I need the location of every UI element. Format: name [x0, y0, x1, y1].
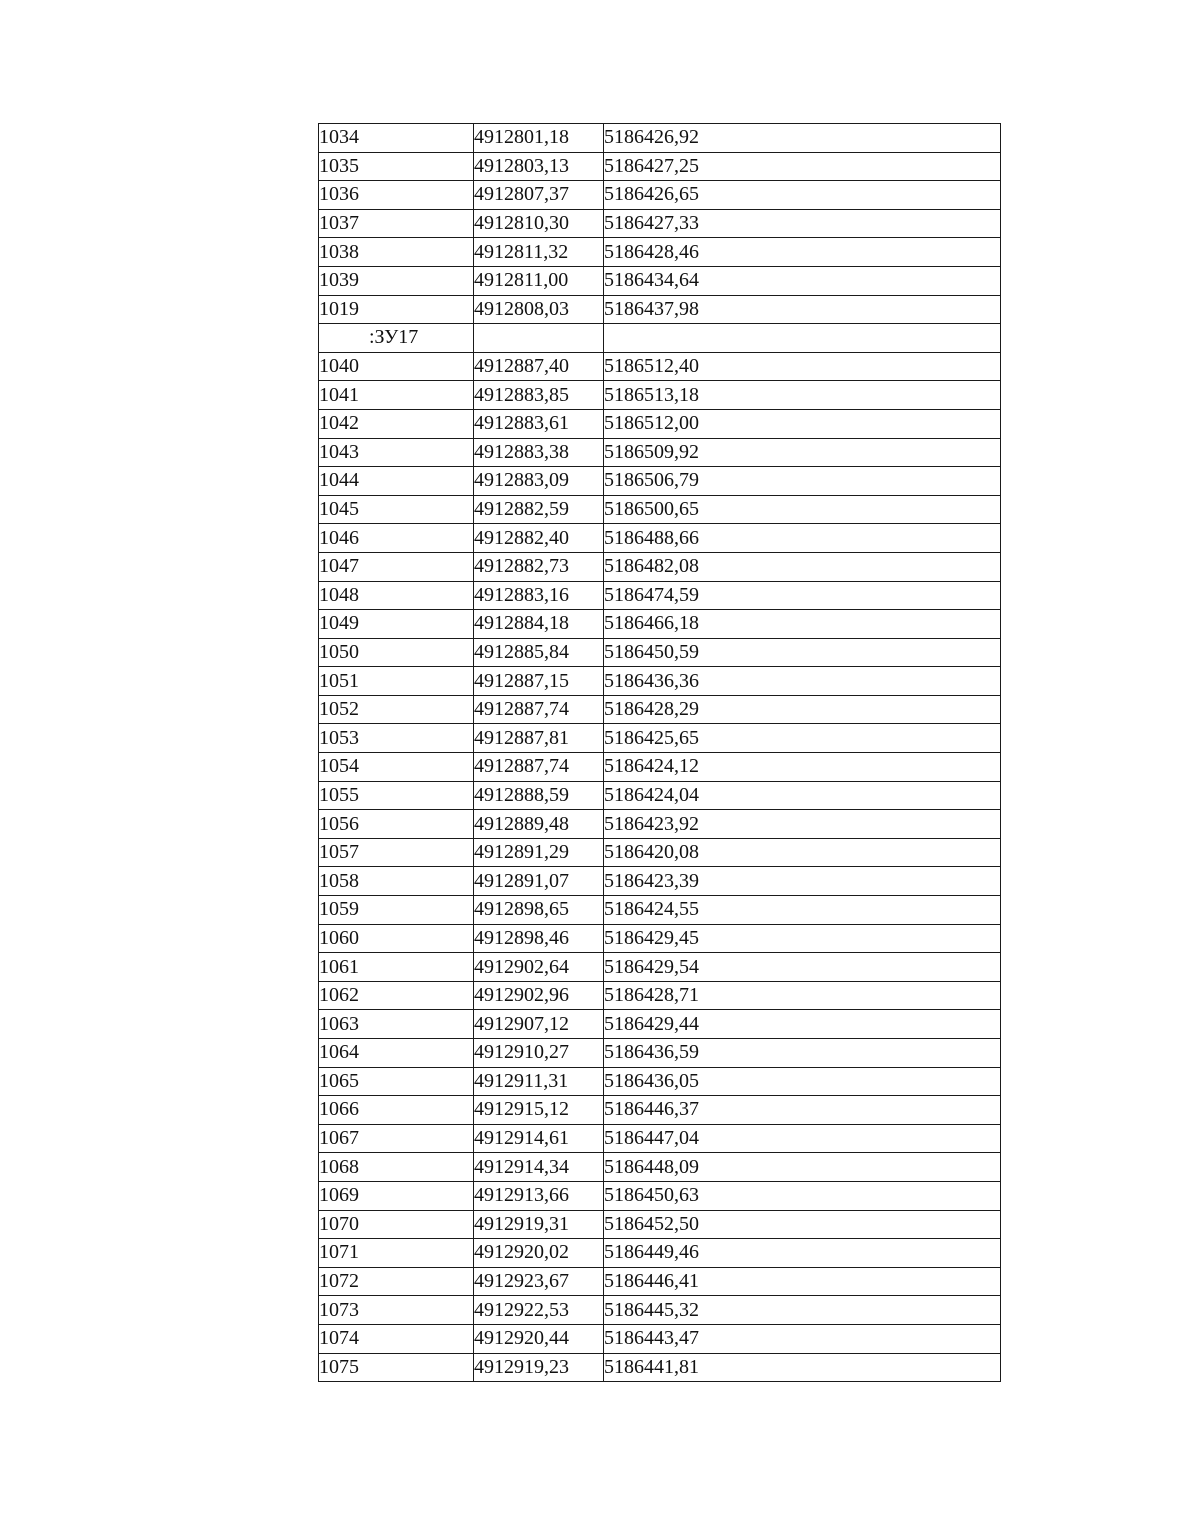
y-coordinate-cell: 5186424,12: [604, 753, 1001, 782]
point-number-cell: 1067: [319, 1124, 474, 1153]
x-coordinate-cell: 4912914,34: [474, 1153, 604, 1182]
point-number-cell: 1034: [319, 124, 474, 153]
x-coordinate-cell: 4912915,12: [474, 1096, 604, 1125]
x-coordinate-cell: 4912882,40: [474, 524, 604, 553]
x-coordinate-cell: 4912919,31: [474, 1210, 604, 1239]
x-coordinate-cell: 4912883,38: [474, 438, 604, 467]
x-coordinate-cell: 4912810,30: [474, 209, 604, 238]
y-coordinate-cell: 5186448,09: [604, 1153, 1001, 1182]
point-number-cell: 1065: [319, 1067, 474, 1096]
y-coordinate-cell: 5186423,92: [604, 810, 1001, 839]
y-coordinate-cell: 5186428,29: [604, 695, 1001, 724]
point-number-cell: 1049: [319, 610, 474, 639]
x-coordinate-cell: 4912885,84: [474, 638, 604, 667]
y-coordinate-cell: 5186482,08: [604, 552, 1001, 581]
table-row: [319, 181, 1001, 210]
y-coordinate-cell: 5186446,41: [604, 1267, 1001, 1296]
table-row: [319, 724, 1001, 753]
y-coordinate-cell: 5186425,65: [604, 724, 1001, 753]
y-coordinate-cell: 5186500,65: [604, 495, 1001, 524]
point-number-cell: 1050: [319, 638, 474, 667]
table-row: [319, 1096, 1001, 1125]
table-row: [319, 524, 1001, 553]
point-number-cell: 1046: [319, 524, 474, 553]
table-row: [319, 810, 1001, 839]
table-row: [319, 495, 1001, 524]
point-number-cell: 1035: [319, 152, 474, 181]
table-row: [319, 981, 1001, 1010]
y-coordinate-cell: 5186443,47: [604, 1324, 1001, 1353]
table-row: [319, 610, 1001, 639]
x-coordinate-cell: 4912920,02: [474, 1239, 604, 1268]
point-number-cell: 1039: [319, 266, 474, 295]
table-row: [319, 1353, 1001, 1382]
y-coordinate-cell: 5186437,98: [604, 295, 1001, 324]
point-number-cell: 1054: [319, 753, 474, 782]
y-coordinate-cell: 5186441,81: [604, 1353, 1001, 1382]
point-number-cell: 1043: [319, 438, 474, 467]
x-coordinate-cell: 4912914,61: [474, 1124, 604, 1153]
table-row: [319, 781, 1001, 810]
point-number-cell: 1074: [319, 1324, 474, 1353]
x-coordinate-cell: 4912922,53: [474, 1296, 604, 1325]
y-coordinate-cell: 5186506,79: [604, 467, 1001, 496]
point-number-cell: :ЗУ17: [319, 324, 474, 353]
x-coordinate-cell: 4912808,03: [474, 295, 604, 324]
table-row: [319, 552, 1001, 581]
table-row: [319, 953, 1001, 982]
coordinates-table-body: [319, 124, 1001, 1382]
point-number-cell: 1045: [319, 495, 474, 524]
table-row: [319, 695, 1001, 724]
table-row: [319, 1210, 1001, 1239]
x-coordinate-cell: 4912811,00: [474, 266, 604, 295]
table-row: [319, 581, 1001, 610]
y-coordinate-cell: 5186420,08: [604, 838, 1001, 867]
y-coordinate-cell: 5186429,44: [604, 1010, 1001, 1039]
x-coordinate-cell: 4912891,07: [474, 867, 604, 896]
point-number-cell: 1055: [319, 781, 474, 810]
point-number-cell: 1059: [319, 896, 474, 925]
y-coordinate-cell: 5186429,54: [604, 953, 1001, 982]
table-row: [319, 1153, 1001, 1182]
point-number-cell: 1037: [319, 209, 474, 238]
y-coordinate-cell: 5186449,46: [604, 1239, 1001, 1268]
point-number-cell: 1069: [319, 1181, 474, 1210]
point-number-cell: 1063: [319, 1010, 474, 1039]
table-row: [319, 924, 1001, 953]
y-coordinate-cell: 5186426,65: [604, 181, 1001, 210]
table-row: [319, 1039, 1001, 1068]
table-row: [319, 638, 1001, 667]
point-number-cell: 1061: [319, 953, 474, 982]
x-coordinate-cell: 4912898,46: [474, 924, 604, 953]
x-coordinate-cell: [474, 324, 604, 353]
x-coordinate-cell: 4912887,74: [474, 695, 604, 724]
table-row: [319, 1124, 1001, 1153]
table-row: [319, 209, 1001, 238]
point-number-cell: 1073: [319, 1296, 474, 1325]
table-row: [319, 238, 1001, 267]
point-number-cell: 1056: [319, 810, 474, 839]
point-number-cell: 1071: [319, 1239, 474, 1268]
y-coordinate-cell: 5186428,46: [604, 238, 1001, 267]
x-coordinate-cell: 4912887,81: [474, 724, 604, 753]
x-coordinate-cell: 4912891,29: [474, 838, 604, 867]
table-row: [319, 266, 1001, 295]
point-number-cell: 1044: [319, 467, 474, 496]
point-number-cell: 1041: [319, 381, 474, 410]
x-coordinate-cell: 4912882,73: [474, 552, 604, 581]
point-number-cell: 1075: [319, 1353, 474, 1382]
x-coordinate-cell: 4912902,64: [474, 953, 604, 982]
x-coordinate-cell: 4912801,18: [474, 124, 604, 153]
y-coordinate-cell: 5186424,55: [604, 896, 1001, 925]
point-number-cell: 1064: [319, 1039, 474, 1068]
y-coordinate-cell: 5186447,04: [604, 1124, 1001, 1153]
point-number-cell: 1062: [319, 981, 474, 1010]
y-coordinate-cell: 5186436,05: [604, 1067, 1001, 1096]
table-section-row: [319, 324, 1001, 353]
x-coordinate-cell: 4912923,67: [474, 1267, 604, 1296]
point-number-cell: 1068: [319, 1153, 474, 1182]
table-row: [319, 124, 1001, 153]
table-row: [319, 1067, 1001, 1096]
y-coordinate-cell: 5186429,45: [604, 924, 1001, 953]
table-row: [319, 381, 1001, 410]
point-number-cell: 1051: [319, 667, 474, 696]
x-coordinate-cell: 4912883,09: [474, 467, 604, 496]
point-number-cell: 1072: [319, 1267, 474, 1296]
table-row: [319, 467, 1001, 496]
y-coordinate-cell: 5186474,59: [604, 581, 1001, 610]
table-row: [319, 1296, 1001, 1325]
y-coordinate-cell: 5186436,36: [604, 667, 1001, 696]
y-coordinate-cell: 5186450,59: [604, 638, 1001, 667]
point-number-cell: 1058: [319, 867, 474, 896]
point-number-cell: 1052: [319, 695, 474, 724]
table-row: [319, 438, 1001, 467]
point-number-cell: 1038: [319, 238, 474, 267]
point-number-cell: 1048: [319, 581, 474, 610]
y-coordinate-cell: 5186512,40: [604, 352, 1001, 381]
y-coordinate-cell: 5186446,37: [604, 1096, 1001, 1125]
x-coordinate-cell: 4912920,44: [474, 1324, 604, 1353]
y-coordinate-cell: 5186426,92: [604, 124, 1001, 153]
table-row: [319, 352, 1001, 381]
table-row: [319, 1181, 1001, 1210]
table-row: [319, 667, 1001, 696]
table-row: [319, 896, 1001, 925]
x-coordinate-cell: 4912883,85: [474, 381, 604, 410]
point-number-cell: 1042: [319, 409, 474, 438]
y-coordinate-cell: 5186445,32: [604, 1296, 1001, 1325]
x-coordinate-cell: 4912883,61: [474, 409, 604, 438]
x-coordinate-cell: 4912919,23: [474, 1353, 604, 1382]
table-row: [319, 838, 1001, 867]
y-coordinate-cell: 5186434,64: [604, 266, 1001, 295]
x-coordinate-cell: 4912887,74: [474, 753, 604, 782]
y-coordinate-cell: 5186424,04: [604, 781, 1001, 810]
y-coordinate-cell: 5186436,59: [604, 1039, 1001, 1068]
point-number-cell: 1040: [319, 352, 474, 381]
point-number-cell: 1070: [319, 1210, 474, 1239]
x-coordinate-cell: 4912913,66: [474, 1181, 604, 1210]
point-number-cell: 1060: [319, 924, 474, 953]
x-coordinate-cell: 4912883,16: [474, 581, 604, 610]
point-number-cell: 1053: [319, 724, 474, 753]
x-coordinate-cell: 4912907,12: [474, 1010, 604, 1039]
y-coordinate-cell: [604, 324, 1001, 353]
x-coordinate-cell: 4912902,96: [474, 981, 604, 1010]
y-coordinate-cell: 5186423,39: [604, 867, 1001, 896]
y-coordinate-cell: 5186466,18: [604, 610, 1001, 639]
x-coordinate-cell: 4912882,59: [474, 495, 604, 524]
y-coordinate-cell: 5186450,63: [604, 1181, 1001, 1210]
x-coordinate-cell: 4912898,65: [474, 896, 604, 925]
x-coordinate-cell: 4912887,40: [474, 352, 604, 381]
table-row: [319, 152, 1001, 181]
y-coordinate-cell: 5186428,71: [604, 981, 1001, 1010]
y-coordinate-cell: 5186488,66: [604, 524, 1001, 553]
point-number-cell: 1019: [319, 295, 474, 324]
table-row: [319, 867, 1001, 896]
y-coordinate-cell: 5186509,92: [604, 438, 1001, 467]
table-row: [319, 409, 1001, 438]
point-number-cell: 1066: [319, 1096, 474, 1125]
x-coordinate-cell: 4912884,18: [474, 610, 604, 639]
table-row: [319, 753, 1001, 782]
table-row: [319, 1010, 1001, 1039]
table-row: [319, 1324, 1001, 1353]
y-coordinate-cell: 5186427,25: [604, 152, 1001, 181]
table-row: [319, 1239, 1001, 1268]
x-coordinate-cell: 4912911,31: [474, 1067, 604, 1096]
point-number-cell: 1047: [319, 552, 474, 581]
x-coordinate-cell: 4912887,15: [474, 667, 604, 696]
point-number-cell: 1036: [319, 181, 474, 210]
x-coordinate-cell: 4912811,32: [474, 238, 604, 267]
y-coordinate-cell: 5186513,18: [604, 381, 1001, 410]
y-coordinate-cell: 5186452,50: [604, 1210, 1001, 1239]
x-coordinate-cell: 4912910,27: [474, 1039, 604, 1068]
y-coordinate-cell: 5186512,00: [604, 409, 1001, 438]
coordinates-table: [318, 123, 1001, 1382]
x-coordinate-cell: 4912807,37: [474, 181, 604, 210]
point-number-cell: 1057: [319, 838, 474, 867]
x-coordinate-cell: 4912888,59: [474, 781, 604, 810]
y-coordinate-cell: 5186427,33: [604, 209, 1001, 238]
table-row: [319, 1267, 1001, 1296]
x-coordinate-cell: 4912803,13: [474, 152, 604, 181]
table-row: [319, 295, 1001, 324]
x-coordinate-cell: 4912889,48: [474, 810, 604, 839]
